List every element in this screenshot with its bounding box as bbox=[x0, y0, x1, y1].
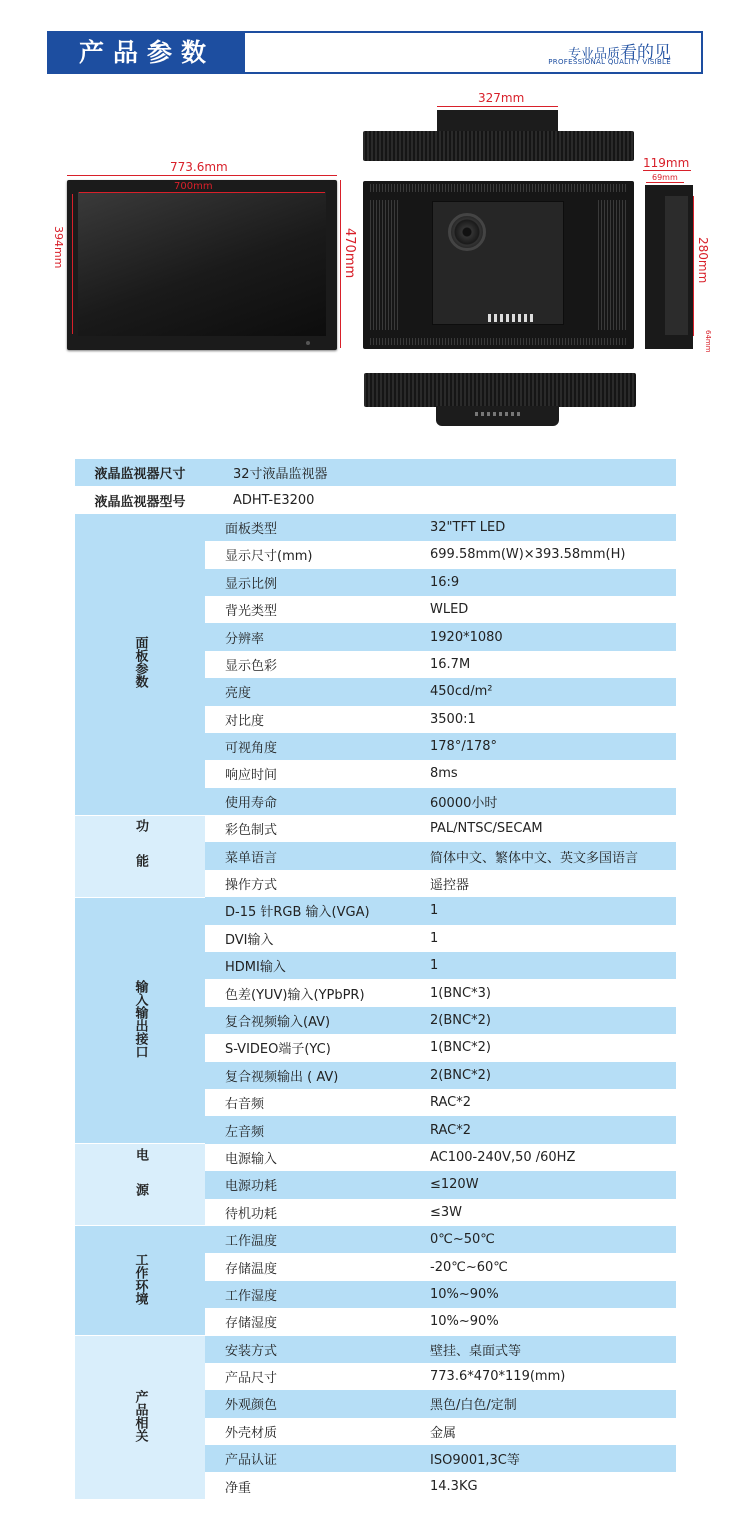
row-value: -20℃~60℃ bbox=[410, 1253, 676, 1280]
slogan-part-a: 专业品质 bbox=[567, 47, 620, 62]
row-name: 存储温度 bbox=[205, 1253, 410, 1280]
row-name: 工作温度 bbox=[205, 1226, 410, 1253]
row-name: 复合视频输出 ( AV) bbox=[205, 1062, 410, 1089]
slogan-english: PROFESSIONAL QUALITY VISIBLE bbox=[548, 58, 671, 66]
row-value: 699.58mm(W)×393.58mm(H) bbox=[410, 541, 676, 568]
row-value: 10%~90% bbox=[410, 1281, 676, 1308]
bottom-view-panel bbox=[364, 373, 636, 407]
row-value: 1920*1080 bbox=[410, 623, 676, 650]
row-name: 电源输入 bbox=[205, 1144, 410, 1171]
row-name: 使用寿命 bbox=[205, 788, 410, 815]
dim-side-depth: 119mm bbox=[643, 156, 690, 170]
table-row bbox=[75, 1144, 676, 1171]
row-name: 显示色彩 bbox=[205, 651, 410, 678]
row-value: 1(BNC*3) bbox=[410, 979, 676, 1006]
back-vent-bottom bbox=[370, 338, 628, 345]
dim-front-width: 773.6mm bbox=[170, 160, 228, 174]
row-name: 显示比例 bbox=[205, 569, 410, 596]
row-value: RAC*2 bbox=[410, 1116, 676, 1143]
size-label: 液晶监视器尺寸 bbox=[75, 459, 205, 486]
row-value: 1 bbox=[410, 952, 676, 979]
section-title: 产品参数 bbox=[49, 33, 245, 72]
row-value: 金属 bbox=[410, 1418, 676, 1445]
row-value: 3500:1 bbox=[410, 706, 676, 733]
slogan-part-b: 看的见 bbox=[620, 43, 671, 63]
section-header bbox=[47, 31, 703, 74]
dim-line-side-height bbox=[693, 196, 694, 336]
row-name: 待机功耗 bbox=[205, 1199, 410, 1226]
table-row bbox=[75, 1336, 676, 1363]
dim-front-height: 470mm bbox=[342, 228, 357, 279]
dim-line-front-width bbox=[67, 175, 337, 176]
dim-line-front-inner-height bbox=[72, 194, 73, 334]
row-name: 产品尺寸 bbox=[205, 1363, 410, 1390]
dim-line-top-box bbox=[437, 106, 558, 107]
row-name: 面板类型 bbox=[205, 514, 410, 541]
row-name: 电源功耗 bbox=[205, 1171, 410, 1198]
top-view-rear-box bbox=[437, 110, 558, 132]
row-name: 分辨率 bbox=[205, 623, 410, 650]
row-name: 响应时间 bbox=[205, 760, 410, 787]
row-value: 1 bbox=[410, 925, 676, 952]
back-vent-right bbox=[598, 200, 626, 330]
dim-side-bottom: 64mm bbox=[704, 330, 712, 353]
dim-line-side-depth bbox=[643, 170, 691, 171]
row-name: 彩色制式 bbox=[205, 815, 410, 842]
dim-top-box-width: 327mm bbox=[478, 91, 525, 105]
table-row bbox=[75, 514, 676, 541]
row-name: DVI输入 bbox=[205, 925, 410, 952]
row-name: HDMI输入 bbox=[205, 952, 410, 979]
category-product: 产品相关 bbox=[75, 1336, 205, 1500]
row-name: 外壳材质 bbox=[205, 1418, 410, 1445]
row-value: 60000小时 bbox=[410, 788, 676, 815]
row-value: 178°/178° bbox=[410, 733, 676, 760]
row-value: 2(BNC*2) bbox=[410, 1007, 676, 1034]
row-value: 黑色/白色/定制 bbox=[410, 1390, 676, 1417]
row-value: 2(BNC*2) bbox=[410, 1062, 676, 1089]
row-name: 亮度 bbox=[205, 678, 410, 705]
row-value: 16:9 bbox=[410, 569, 676, 596]
row-value: ≤3W bbox=[410, 1199, 676, 1226]
back-vent-left bbox=[370, 200, 398, 330]
row-value: 简体中文、繁体中文、英文多国语言 bbox=[410, 842, 676, 869]
row-name: 可视角度 bbox=[205, 733, 410, 760]
row-value: 1(BNC*2) bbox=[410, 1034, 676, 1061]
row-value: RAC*2 bbox=[410, 1089, 676, 1116]
bottom-view-box bbox=[436, 406, 559, 426]
table-row bbox=[75, 486, 676, 513]
row-name: 外观颜色 bbox=[205, 1390, 410, 1417]
row-name: 显示尺寸(mm) bbox=[205, 541, 410, 568]
row-value: 32"TFT LED bbox=[410, 514, 676, 541]
side-view-box bbox=[665, 196, 688, 335]
power-indicator-dot bbox=[306, 341, 310, 345]
table-row bbox=[75, 459, 676, 486]
row-value: 16.7M bbox=[410, 651, 676, 678]
model-label: 液晶监视器型号 bbox=[75, 486, 205, 513]
top-view-panel bbox=[363, 131, 634, 161]
row-value: 773.6*470*119(mm) bbox=[410, 1363, 676, 1390]
row-value: 10%~90% bbox=[410, 1308, 676, 1335]
row-name: 复合视频输入(AV) bbox=[205, 1007, 410, 1034]
row-name: 色差(YUV)输入(YPbPR) bbox=[205, 979, 410, 1006]
category-environment: 工作环境 bbox=[75, 1226, 205, 1336]
table-row bbox=[75, 815, 676, 842]
row-name: 工作湿度 bbox=[205, 1281, 410, 1308]
row-name: 菜单语言 bbox=[205, 842, 410, 869]
row-value: ≤120W bbox=[410, 1171, 676, 1198]
fan-icon bbox=[448, 213, 486, 251]
row-name: 右音频 bbox=[205, 1089, 410, 1116]
dim-side-height: 280mm bbox=[696, 237, 710, 284]
row-name: 左音频 bbox=[205, 1116, 410, 1143]
category-power: 电源 bbox=[75, 1144, 205, 1226]
row-name: 存储湿度 bbox=[205, 1308, 410, 1335]
row-name: 安装方式 bbox=[205, 1336, 410, 1363]
row-value: PAL/NTSC/SECAM bbox=[410, 815, 676, 842]
spec-table bbox=[75, 459, 676, 1500]
row-name: 操作方式 bbox=[205, 870, 410, 897]
dim-line-front-inner-width bbox=[79, 192, 325, 193]
model-value: ADHT-E3200 bbox=[205, 486, 676, 513]
row-name: S-VIDEO端子(YC) bbox=[205, 1034, 410, 1061]
row-value: 1 bbox=[410, 897, 676, 924]
row-value: WLED bbox=[410, 596, 676, 623]
table-row bbox=[75, 897, 676, 924]
bottom-ports-strip bbox=[475, 412, 523, 416]
back-vent-top bbox=[370, 184, 628, 192]
row-value: 遥控器 bbox=[410, 870, 676, 897]
row-value: AC100-240V,50 /60HZ bbox=[410, 1144, 676, 1171]
row-value: ISO9001,3C等 bbox=[410, 1445, 676, 1472]
size-value: 32寸液晶监视器 bbox=[205, 459, 676, 486]
row-value: 14.3KG bbox=[410, 1472, 676, 1499]
dim-line-side-inner-depth bbox=[646, 182, 684, 183]
dim-front-inner-width: 700mm bbox=[174, 181, 213, 192]
row-value: 壁挂、桌面式等 bbox=[410, 1336, 676, 1363]
dim-line-front-height bbox=[340, 180, 341, 348]
category-function: 功能 bbox=[75, 815, 205, 897]
row-value: 450cd/m² bbox=[410, 678, 676, 705]
row-name: 对比度 bbox=[205, 706, 410, 733]
back-ports-strip bbox=[488, 314, 536, 322]
row-name: 产品认证 bbox=[205, 1445, 410, 1472]
table-row bbox=[75, 1226, 676, 1253]
dim-front-inner-height: 394mm bbox=[52, 226, 65, 269]
row-value: 8ms bbox=[410, 760, 676, 787]
row-name: 净重 bbox=[205, 1472, 410, 1499]
row-value: 0℃~50℃ bbox=[410, 1226, 676, 1253]
dim-side-inner-depth: 69mm bbox=[652, 173, 678, 182]
category-io: 输入输出接口 bbox=[75, 897, 205, 1144]
category-panel: 面板参数 bbox=[75, 514, 205, 815]
front-view-screen bbox=[78, 192, 326, 336]
row-name: D-15 针RGB 输入(VGA) bbox=[205, 897, 410, 924]
row-name: 背光类型 bbox=[205, 596, 410, 623]
